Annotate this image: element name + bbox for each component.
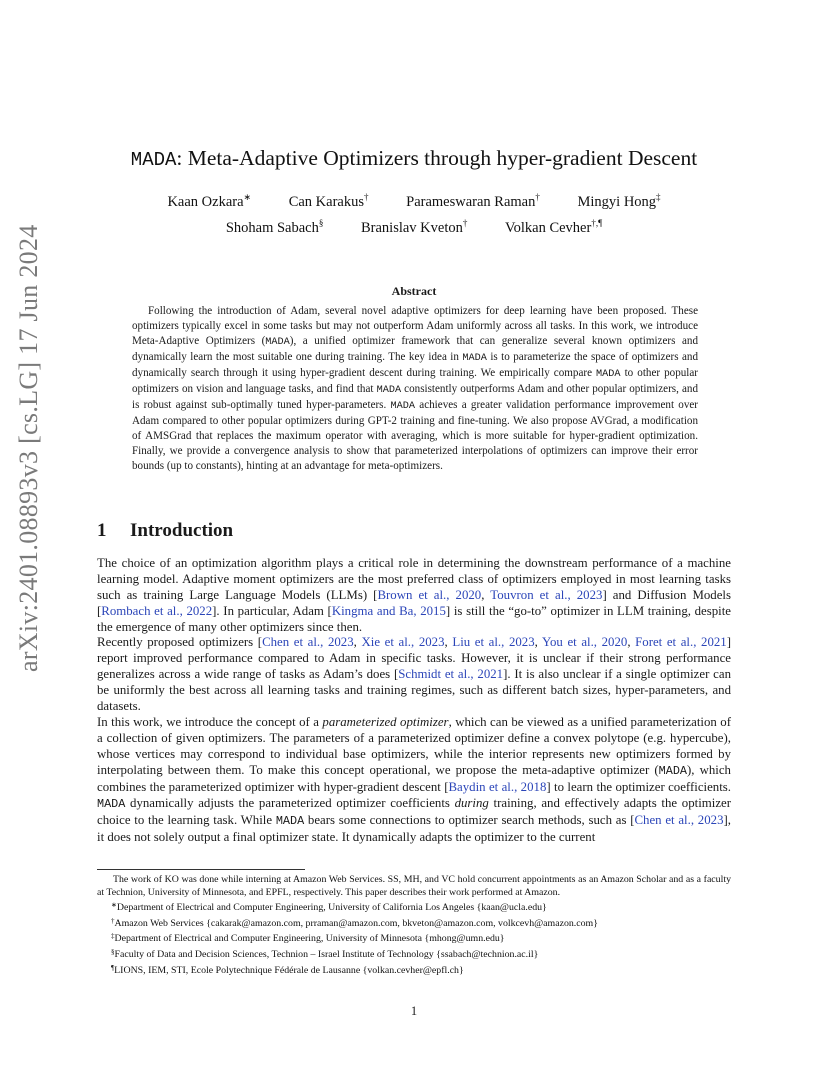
citation-link[interactable]: Touvron et al., 2023	[490, 587, 603, 602]
citation-link[interactable]: Liu et al., 2023	[452, 635, 535, 649]
footnote-affiliation: ¶LIONS, IEM, STI, Ecole Polytechnique Fédérale de Lausanne {volkan.cevher@epfl.ch}	[111, 963, 464, 976]
citation-link[interactable]: Chen et al., 2023	[262, 635, 354, 649]
footnote-affiliation: †Amazon Web Services {cakarak@amazon.com, prraman@amazon.com, bkveton@amazon.com, volkcevh@amazon.com}	[111, 916, 598, 929]
citation-link[interactable]: You et al., 2020	[542, 635, 628, 649]
author: Parameswaran Raman†	[406, 192, 540, 210]
footnote-affiliation: ‡Department of Electrical and Computer Engineering, University of Minnesota {mhong@umn.edu}	[111, 932, 505, 945]
intro-paragraph-1: The choice of an optimization algorithm plays a critical role in determining the downstream performance of a machine learning model. Adaptive moment optimizers are the most preferred class of optimizers employed in most learning tasks such as training Large Language Models (LLMs) [Brown et al., 2020, Touvron et al., 2023] and Diffusion Models [Rombach et al., 2022]. In particular, Adam [Kingma and Ba, 2015] is still the “go-to” optimizer in LLM training, despite the emergence of many other optimizers since then.	[97, 556, 732, 634]
author: Shoham Sabach§	[225, 218, 324, 236]
citation-link[interactable]: Kingma and Ba, 2015	[331, 603, 446, 618]
author: Kaan Ozkara∗	[167, 192, 252, 210]
citation-link[interactable]: Rombach et al., 2022	[101, 603, 213, 618]
paper-title	[0, 146, 828, 171]
citation-link[interactable]: Brown et al., 2020	[377, 587, 482, 602]
citation-link[interactable]: Foret et al., 2021	[635, 635, 727, 649]
intro-paragraph-3: In this work, we introduce the concept of a parameterized optimizer, which can be viewed as a unified parameterization of a collection of given optimizers. The parameters of a parameterized optimizer define a convex polytope (e.g. hypercube), whose vertices may correspond to individual base optimizers, while the interior represents new optimizers formed by interpolating between them. To make this concept operational, we propose the meta-adaptive optimizer (MADA), which combines the parameterized optimizer with hyper-gradient descent [Baydin et al., 2018] to learn the optimizer coefficients. MADA dynamically adjusts the parameterized optimizer coefficients during training, and effectively adapts the optimizer choice to the learning task. While MADA bears some connections to optimizer search methods, such as [Chen et al., 2023], it does not solely output a final optimizer state. It dynamically adapts the optimizer to the current	[97, 715, 731, 844]
section-title: Introduction	[130, 520, 234, 541]
title-rest: : Meta-Adaptive Optimizers through hyper-gradient Descent	[176, 146, 698, 170]
footnote-affiliation: ∗Department of Electrical and Computer Engineering, University of California Los Angeles {kaan@ucla.edu}	[111, 901, 547, 914]
author: Mingyi Hong‡	[577, 192, 661, 210]
abstract-body: Following the introduction of Adam, several novel adaptive optimizers for deep learning have been proposed. These optimizers typically excel in some tasks but may not outperform Adam uniformly across all tasks. In this work, we introduce Meta-Adaptive Optimizers (MADA), a unified optimizer framework that can generalize several known optimizers and dynamically learn the most suitable one during training. The key idea in MADA is to parameterize the space of optimizers and dynamically search through it using hyper-gradient descent during training. We empirically compare MADA to other popular optimizers on vision and language tasks, and find that MADA consistently outperforms Adam and other popular optimizers, and is robust against sub-optimally tuned hyper-parameters. MADA achieves a greater validation performance improvement over Adam compared to other popular optimizers during GPT-2 training and fine-tuning. We also propose AVGrad, a modification of AMSGrad that replaces the maximum operator with averaging, which is more suitable for hyper-gradient optimization. Finally, we provide a convergence analysis to show that parameterized interpolations of optimizers can improve their error bounds (up to constants), hinting at an advantage for meta-optimizers.	[132, 305, 699, 473]
author: Can Karakus†	[288, 192, 369, 210]
intro-paragraph-2: Recently proposed optimizers [Chen et al., 2023, Xie et al., 2023, Liu et al., 2023, You et al., 2020, Foret et al., 2021] report improved performance compared to Adam in specific tasks. However, it is unclear if their strong performance generalizes across a wide range of tasks as Adam’s does [Schmidt et al., 2021]. It is also unclear if a single optimizer can be uniformly the best across all learning tasks and training regimes, such as different batch sizes, hyper-parameters, and datasets.	[97, 635, 732, 713]
footnote-affiliation: §Faculty of Data and Decision Sciences, Technion – Israel Institute of Technology {ssabach@technion.ac.il}	[111, 947, 539, 960]
citation-link[interactable]: Baydin et al., 2018	[448, 779, 547, 794]
arxiv-identifier: arXiv:2401.08893v3 [cs.LG] 17 Jun 2024	[14, 224, 43, 672]
citation-link[interactable]: Xie et al., 2023	[361, 635, 445, 649]
author: Branislav Kveton†	[360, 218, 468, 236]
page-number: 1	[410, 1004, 418, 1018]
author-row-1	[0, 192, 828, 211]
citation-link[interactable]: Schmidt et al., 2021	[398, 666, 504, 681]
section-number: 1	[97, 520, 107, 541]
footnotes	[97, 874, 731, 977]
footnote-divider	[97, 869, 305, 870]
title-mada: MADA	[130, 149, 177, 171]
abstract-heading: Abstract	[391, 284, 437, 298]
footnote-work-note: The work of KO was done while interning at Amazon Web Services. SS, MH, and VC hold concurrent appointments as an Amazon Scholar and as a faculty at Technion, University of Minnesota, and EPFL, respectively. This paper describes their work performed at Amazon.	[97, 874, 731, 898]
author: Volkan Cevher†,¶	[505, 218, 603, 236]
author-row-2	[0, 218, 828, 237]
section-heading-introduction	[97, 520, 233, 542]
citation-link[interactable]: Chen et al., 2023	[634, 812, 724, 827]
